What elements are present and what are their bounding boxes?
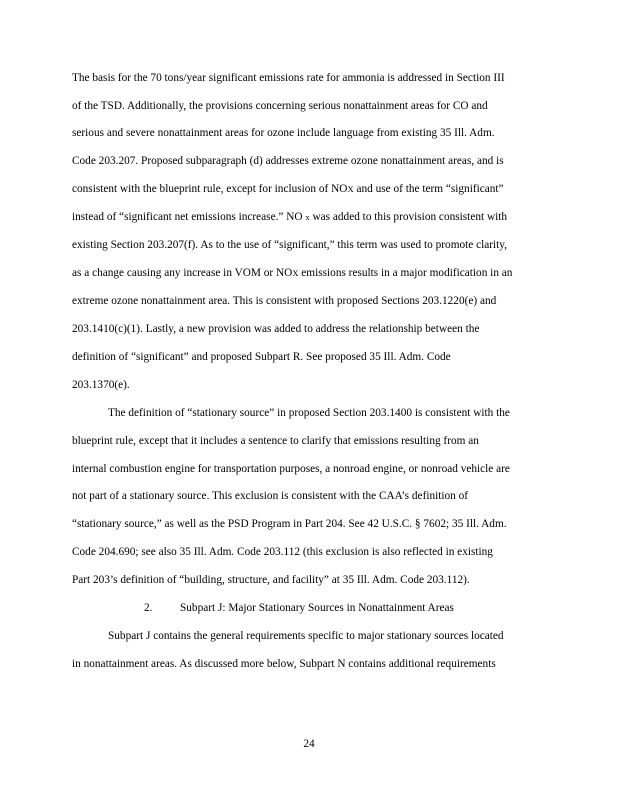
text-line: existing Section 203.207(f). As to the use of “significant,” this term was used to promote clarity, [72, 239, 508, 251]
text-line: definition of “significant” and proposed Subpart R. See proposed 35 Ill. Adm. Code [72, 351, 451, 363]
text-line: not part of a stationary source. This exclusion is consistent with the CAA’s definition of [72, 490, 469, 502]
text-line: 203.1410(c)(1). Lastly, a new provision was added to address the relationship between the [72, 323, 480, 335]
page-number: 24 [303, 738, 315, 750]
text-line [72, 266, 512, 280]
subscript: X [292, 268, 299, 278]
text-segment: instead of “significant net emissions increase.” NO [72, 211, 303, 223]
text-line: internal combustion engine for transportation purposes, a nonroad engine, or nonroad vehicle are [72, 463, 510, 475]
text-line: of the TSD. Additionally, the provisions concerning serious nonattainment areas for CO and [72, 100, 488, 112]
text-line: Part 203’s definition of “building, structure, and facility” at 35 Ill. Adm. Code 203.112). [72, 574, 470, 586]
text-line: blueprint rule, except that it includes a sentence to clarify that emissions resulting from an [72, 435, 479, 447]
section-heading-number: 2. [144, 602, 153, 614]
text-line: “stationary source,” as well as the PSD Program in Part 204. See 42 U.S.C. § 7602; 35 Ill. Adm. [72, 518, 507, 530]
text-segment: was added to this provision consistent with [312, 211, 508, 223]
text-line [72, 182, 504, 196]
text-line: Subpart J contains the general requirements specific to major stationary sources located [108, 630, 504, 642]
text-segment: and use of the term “significant” [356, 183, 504, 195]
text-line: extreme ozone nonattainment area. This is consistent with proposed Sections 203.1220(e) and [72, 295, 497, 307]
text-segment: emissions results in a major modification in an [301, 267, 513, 279]
text-line: Code 204.690; see also 35 Ill. Adm. Code 203.112 (this exclusion is also reflected in existing [72, 546, 493, 558]
text-line: Code 203.207. Proposed subparagraph (d) addresses extreme ozone nonattainment areas, and is [72, 155, 504, 167]
text-line: 203.1370(e). [72, 379, 130, 391]
subscript: X [347, 184, 354, 194]
text-segment: consistent with the blueprint rule, except for inclusion of NO [72, 183, 348, 195]
section-heading-title: Subpart J: Major Stationary Sources in Nonattainment Areas [180, 602, 454, 614]
text-line: serious and severe nonattainment areas for ozone include language from existing 35 Ill. Adm. [72, 127, 495, 139]
text-line: in nonattainment areas. As discussed more below, Subpart N contains additional requirements [72, 658, 496, 670]
text-line: The basis for the 70 tons/year significant emissions rate for ammonia is addressed in Section III [72, 72, 505, 84]
text-line [72, 210, 507, 224]
text-line: The definition of “stationary source” in proposed Section 203.1400 is consistent with the [108, 407, 510, 419]
subscript: x [305, 212, 310, 222]
text-segment: as a change causing any increase in VOM or NO [72, 267, 293, 279]
